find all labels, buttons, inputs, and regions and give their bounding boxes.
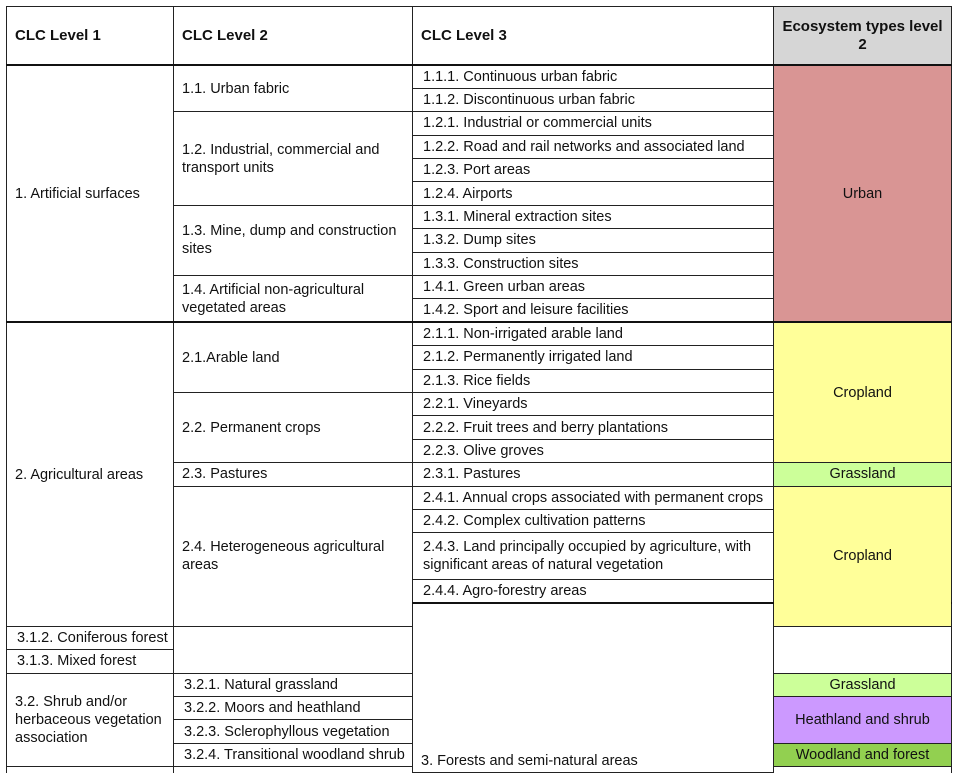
level3-item: 3.2.2. Moors and heathland	[174, 697, 413, 720]
eco-cropland: Cropland	[774, 322, 952, 462]
level2-urban-fabric: 1.1. Urban fabric	[174, 65, 413, 112]
level1-forests-semi-natural: 3. Forests and semi-natural areas	[413, 603, 774, 773]
level3-item: 1.3.3. Construction sites	[413, 252, 774, 275]
level3-item: 1.3.1. Mineral extraction sites	[413, 205, 774, 228]
header-ecosystem-types: Ecosystem types level 2	[774, 7, 952, 66]
level3-item: 2.3.1. Pastures	[413, 463, 774, 486]
header-row	[7, 7, 952, 66]
header-clc-level-2: CLC Level 2	[174, 7, 413, 66]
header-clc-level-3: CLC Level 3	[413, 7, 774, 66]
eco-cropland: Cropland	[774, 486, 952, 626]
table-row	[7, 65, 952, 88]
level3-item: 2.1.1. Non-irrigated arable land	[413, 322, 774, 345]
level3-item: 2.1.2. Permanently irrigated land	[413, 346, 774, 369]
level3-item: 3.1.3. Mixed forest	[7, 650, 174, 673]
level3-item: 2.2.1. Vineyards	[413, 392, 774, 415]
level3-item: 1.4.1. Green urban areas	[413, 276, 774, 299]
header-clc-level-1: CLC Level 1	[7, 7, 174, 66]
level1-artificial-surfaces: 1. Artificial surfaces	[7, 65, 174, 322]
level2-pastures: 2.3. Pastures	[174, 463, 413, 486]
level1-agricultural-areas: 2. Agricultural areas	[7, 322, 174, 626]
level2-industrial-commercial: 1.2. Industrial, commercial and transport units	[174, 112, 413, 206]
level3-item: 3.1.2. Coniferous forest	[7, 626, 174, 649]
level2-mine-dump-construction: 1.3. Mine, dump and construction sites	[174, 205, 413, 275]
level3-item: 3.2.4. Transitional woodland shrub	[174, 743, 413, 766]
clc-ecosystem-table	[6, 6, 952, 773]
level3-item: 2.4.1. Annual crops associated with permanent crops	[413, 486, 774, 509]
level3-item: 1.3.2. Dump sites	[413, 229, 774, 252]
level2-arable-land: 2.1.Arable land	[174, 322, 413, 392]
level3-item: 3.2.3. Sclerophyllous vegetation	[174, 720, 413, 743]
level3-item: 1.2.1. Industrial or commercial units	[413, 112, 774, 135]
level3-item: 2.4.2. Complex cultivation patterns	[413, 509, 774, 532]
level3-item: 1.2.3. Port areas	[413, 159, 774, 182]
table-row	[7, 322, 952, 345]
level3-item: 1.2.2. Road and rail networks and associated land	[413, 135, 774, 158]
level3-item: 2.1.3. Rice fields	[413, 369, 774, 392]
level3-item: 1.2.4. Airports	[413, 182, 774, 205]
level3-item: 2.4.3. Land principally occupied by agriculture, with significant areas of natural vegetation	[413, 533, 774, 580]
level3-item: 2.2.2. Fruit trees and berry plantations	[413, 416, 774, 439]
eco-grassland: Grassland	[774, 673, 952, 696]
level2-heterogeneous-agricultural: 2.4. Heterogeneous agricultural areas	[174, 486, 413, 626]
eco-urban: Urban	[774, 65, 952, 322]
level2-shrub-herbaceous: 3.2. Shrub and/or herbaceous vegetation association	[7, 673, 174, 767]
level3-item: 2.2.3. Olive groves	[413, 439, 774, 462]
eco-grassland: Grassland	[774, 463, 952, 486]
level2-artificial-non-agricultural: 1.4. Artificial non-agricultural vegetated areas	[174, 276, 413, 323]
eco-woodland-forest: Woodland and forest	[774, 743, 952, 766]
level3-item: 1.1.2. Discontinuous urban fabric	[413, 88, 774, 111]
level3-item: 2.4.4. Agro-forestry areas	[413, 580, 774, 603]
eco-heathland-shrub: Heathland and shrub	[774, 697, 952, 744]
level2-permanent-crops: 2.2. Permanent crops	[174, 392, 413, 462]
level3-item: 1.1.1. Continuous urban fabric	[413, 65, 774, 88]
level3-item: 3.2.1. Natural grassland	[174, 673, 413, 696]
level3-item: 1.4.2. Sport and leisure facilities	[413, 299, 774, 322]
